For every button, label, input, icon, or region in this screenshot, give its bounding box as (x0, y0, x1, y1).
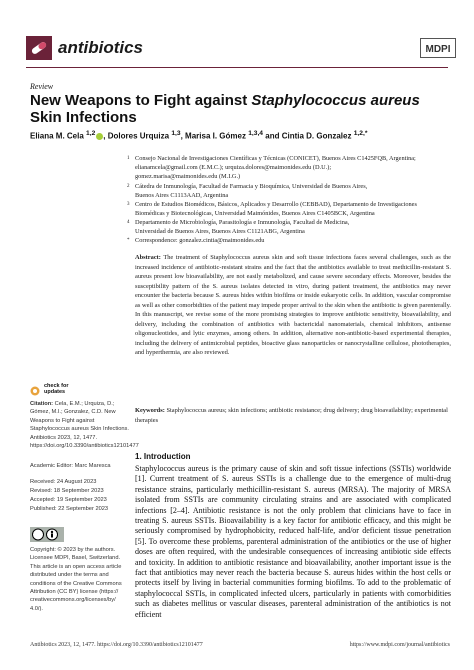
academic-editor: Academic Editor: Marc Maresca (30, 463, 111, 469)
affiliation-line: Biomédicas y Biotecnológicas, Universidad Maimónides, Buenos Aires C1405BCK, Argentina (135, 209, 375, 217)
author-sup: 1,3 (171, 130, 181, 137)
keywords-text: Staphylococcus aureus; skin infections; antibiotic resistance; drug delivery; drug bioavailability; experimental therapies (135, 407, 448, 424)
keywords-label: Keywords: (135, 407, 165, 414)
author-name: Marisa I. Gómez (185, 131, 246, 141)
affiliation (127, 201, 455, 219)
journal-name: antibiotics (58, 38, 144, 57)
orcid-icon[interactable] (96, 133, 103, 140)
affiliation (127, 219, 455, 237)
correspondence-line: Correspondence: gonzalez.cintia@maimonides.edu (135, 237, 265, 244)
intro-paragraph: Staphylococcus aureus is the primary cause of skin and soft tissue infections (SSTIs) worldwide [1]. Current treatment of S. aureus SSTIs is a challenge due to the emergence of multi-drug resistance strains, particularly methicillin-resistant S. aureus (MRSA). The majority of MRSA isolated from SSTIs are community circulating strains and are associated with complicated infections [2–4]. Antibiotic resistance is not the only problem that clinicians have to face in treating S. aureus SSTIs. Bioavailability is a key factor for antibiotic efficacy, and this might be seriously compromised by hydrophobicity, reduced half-life, and/or deficient tissue penetration [5]. To overcome these problems, parenteral administration of the antibiotics or the use of higher doses are often required, with the undesirable consequences of increasing antibiotic side effects and toxicity. In addition to antibiotic resistance and bioavailability, another important issue is the fact that antibiotics may never reach the bacteria because S. aureus hides within the host cells or protects itself by living in bacterial communities forming biofilms. To add to the problematic of staphylococcal SSTIs, in complicated infected ulcers, particularly in patients with comorbidities such as diabetes mellitus or vascular diseases, parenteral administration of the antibiotics is not efficient (135, 464, 451, 619)
author-sup: 1,3,4 (248, 130, 264, 137)
affiliation-number: * (127, 238, 130, 243)
author-sup: 1,2 (86, 130, 96, 137)
published-date: Published: 22 September 2023 (30, 506, 109, 512)
author-name: Cintia D. Gonzalez (281, 131, 352, 141)
accepted-date: Accepted: 19 September 2023 (30, 497, 107, 503)
check-for-updates-icon[interactable] (30, 383, 40, 393)
affiliation-line: Departamento de Microbiología, Parasitología e Inmunología, Facultad de Medicina, (135, 219, 350, 226)
abstract-label: Abstract: (135, 254, 161, 261)
affiliation-line: Cátedra de Inmunología, Facultad de Farmacia y Bioquímica, Universidad de Buenos Aires, (135, 183, 368, 190)
header-divider (26, 67, 448, 68)
affiliation-line: Consejo Nacional de Investigaciones Científicas y Técnicas (CONICET), Buenos Aires C1425FQB, Argentina; (135, 155, 416, 162)
journal-logo-icon (26, 36, 52, 60)
author-name: Eliana M. Cela (30, 131, 84, 141)
revised-date: Revised: 18 September 2023 (30, 488, 104, 494)
correspondence (127, 237, 455, 246)
affiliation-number: 3 (127, 202, 130, 207)
affiliation-line: elianamcela@gmail.com (E.M.C.); urquiza.dolores@maimonides.edu (D.U.); (135, 163, 332, 171)
article-type: Review (30, 82, 54, 91)
check-line: check for (44, 383, 69, 389)
title-part2: Skin Infections (30, 109, 137, 126)
title-italic: Staphylococcus aureus (251, 92, 420, 109)
affiliation-number: 1 (127, 156, 130, 161)
footer-citation[interactable]: Antibiotics 2023, 12, 1477. https://doi.org/10.3390/antibiotics12101477 (30, 642, 203, 648)
title-part1: New Weapons to Fight against (30, 92, 252, 109)
author-sup: 1,2,* (353, 130, 368, 137)
mdpi-logo-icon (420, 38, 456, 58)
affiliation-number: 4 (127, 220, 130, 225)
abstract-text: The treatment of Staphylococcus aureus skin and soft tissue infections faces several challenges, such as the increased incidence of antibiotic-resistant strains and the fact that the antibiotics available to treat methicillin-resistant S. aureus present low bioavailability, are not easily metabolized, and cause severe secondary effects. Moreover, besides the susceptibility pattern of the S. aureus isolates detected in vitro, during patient treatment, the antibiotics may never encounter the bacteria because S. aureus hides within biofilms or inside eukaryotic cells. In addition, vascular compromise as well as other comorbidities of the patient may impede proper arrival to the skin when the antibiotic is given parenterally. In this manuscript, we revise some of the more promising strategies to improve antibiotic sensitivity, bioavailability, and delivery, including the combination of antibiotics with bactericidal nanomaterials, chemical inhibitors, antisense oligonucleotides, and lytic enzymes, among others. In addition, alternative non-antibiotic-based experimental therapies, including the delivery of antimicrobial peptides, bioactive glass nanoparticles or nanocrystalline cellulose, phototherapies, and hyperthermia, are also reviewed. (135, 254, 452, 356)
abstract (135, 253, 451, 358)
keywords (135, 406, 451, 425)
cc-by-license-icon[interactable] (30, 527, 64, 542)
affiliation-line: Universidad de Buenos Aires, Buenos Aires C1121ABG, Argentina (135, 227, 305, 235)
article-title (30, 92, 450, 126)
footer-journal-link[interactable]: https://www.mdpi.com/journal/antibiotics (349, 642, 450, 648)
affiliation-line: Buenos Aires C1113AAD, Argentina (135, 191, 229, 199)
affiliation (127, 183, 455, 201)
mdpi-logo-text: MDPI (425, 44, 451, 55)
citation-text: Cela, E.M.; Urquiza, D.; Gómez, M.I.; Gonzalez, C.D. New Weapons to Fight against Staphylococcus aureus Skin Infections. Antibiotics 2023, 12, 1477. https://doi.org/10.3390/antibiotics12101477 (30, 401, 139, 450)
affiliation-number: 2 (127, 184, 130, 189)
affiliation (127, 155, 455, 181)
citation-label: Citation: (30, 401, 54, 407)
received-date: Received: 24 August 2023 (30, 479, 97, 485)
copyright: Copyright: © 2023 by the authors. Licensee MDPI, Basel, Switzerland. This article is an open access article distributed under the terms and conditions of the Creative Commons Attribution (CC BY) license (https:// creativecommons.org/licenses/by/ 4.0/). (30, 547, 122, 612)
check-for-updates[interactable] (44, 383, 68, 395)
author-name: Dolores Urquiza (107, 131, 170, 141)
author-list: Eliana M. Cela $^{1,2}$ , Dolores Urquiza $^{1,3}$, Marisa I. Gómez $^{1,3,4}$ and Cintia D. Gonzalez $^{1,2,*}$ (30, 130, 368, 141)
citation (30, 400, 139, 450)
check-line: updates (44, 389, 66, 395)
affiliation-line: gomez.marisa@maimonides.edu (M.I.G.) (135, 172, 241, 180)
section-heading: 1. Introduction (135, 452, 191, 461)
affiliation-line: Centro de Estudios Biomédicos, Básicos, Aplicados y Desarrollo (CEBBAD), Departamento de Investigaciones (135, 201, 417, 208)
